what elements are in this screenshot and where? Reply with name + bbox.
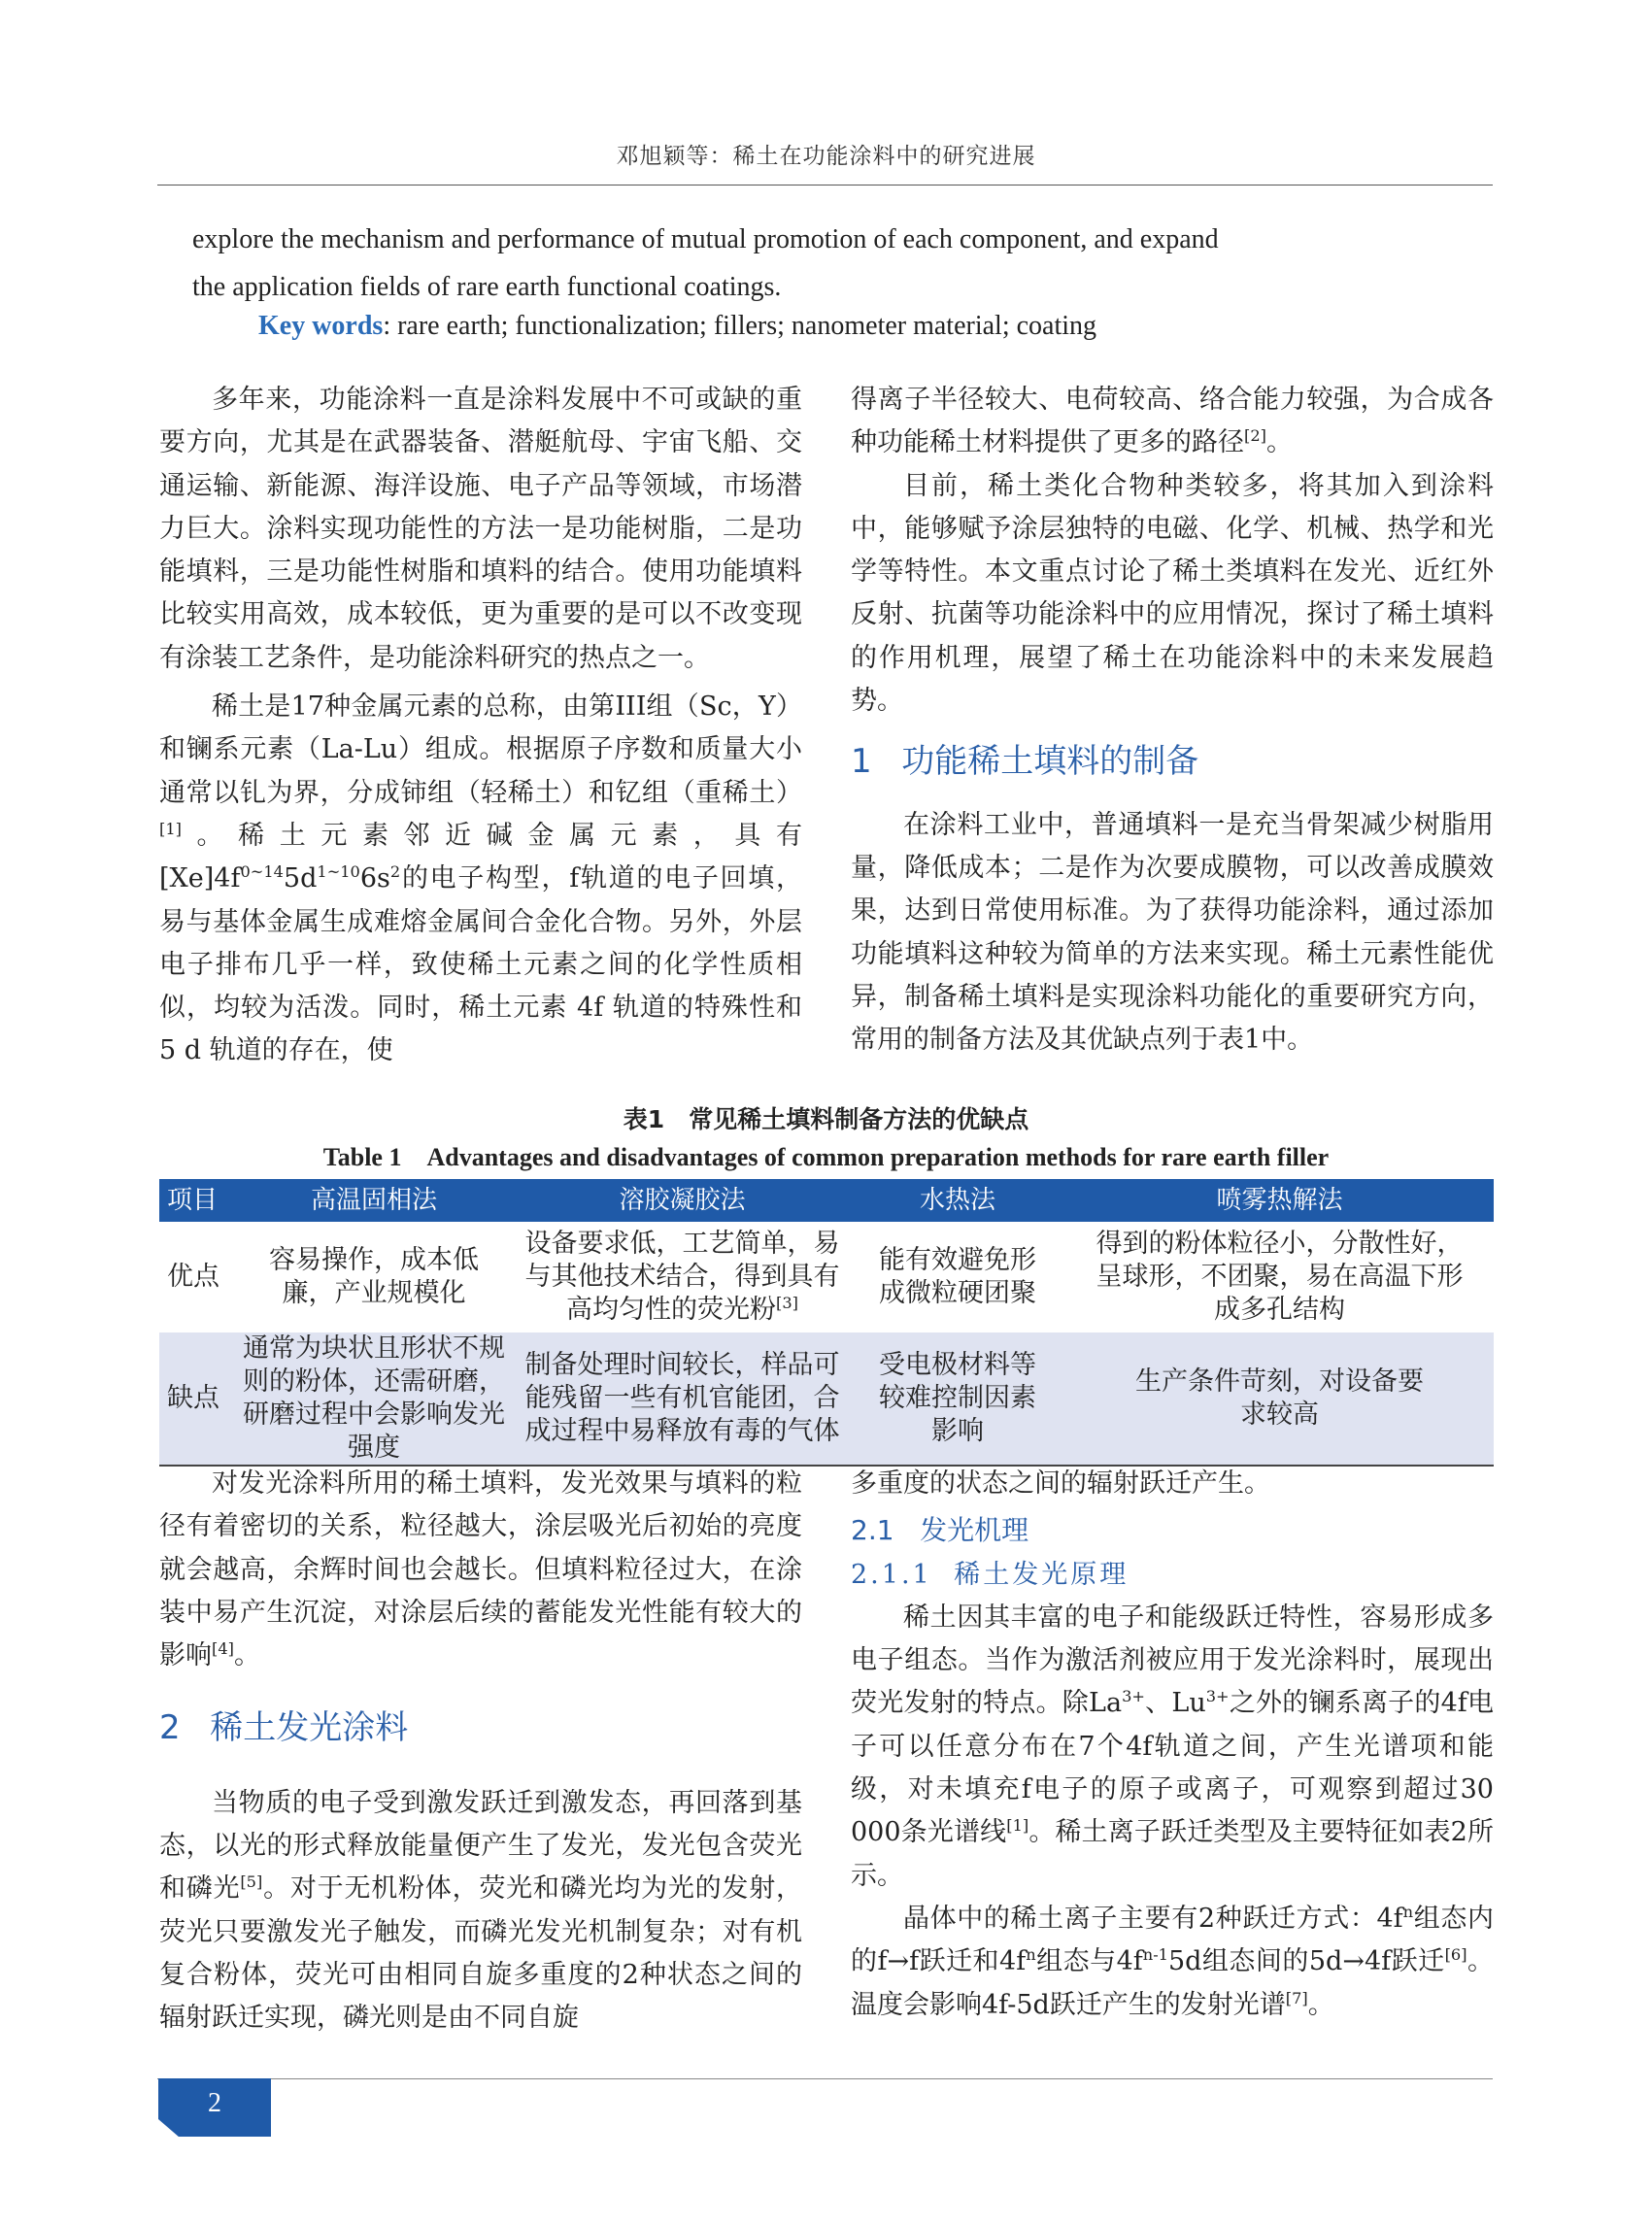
keywords-line bbox=[258, 311, 1096, 342]
text-run: 5d组态间的5d→4f跃迁 bbox=[1167, 1946, 1445, 1977]
page-number: 2 bbox=[208, 2088, 221, 2118]
section-number: 2 bbox=[159, 1708, 181, 1748]
section-number: 1 bbox=[851, 742, 872, 782]
subsubsection-title: 稀土发光原理 bbox=[954, 1559, 1129, 1590]
table-cell: 容易操作，成本低廉，产业规模化 bbox=[233, 1222, 515, 1332]
subsection-heading bbox=[851, 1509, 1494, 1553]
table-cell: 受电极材料等较难控制因素影响 bbox=[850, 1332, 1065, 1466]
left-column-lower bbox=[159, 1463, 802, 2040]
keywords-label: Key words bbox=[258, 311, 384, 341]
text-run: 得离子半径较大、电荷较高、络合能力较强，为合成各种功能稀土材料提供了更多的路径 bbox=[851, 385, 1494, 458]
paragraph bbox=[159, 686, 802, 1073]
citation: [1] bbox=[1006, 1816, 1029, 1836]
paragraph bbox=[159, 1782, 802, 2040]
table-cell: 优点 bbox=[159, 1222, 233, 1332]
superscript: 1~10 bbox=[317, 862, 360, 882]
paragraph: 多年来，功能涂料一直是涂料发展中不可或缺的重要方向，尤其是在武器装备、潜艇航母、宇宙飞船、交通运输、新能源、海洋设施、电子产品等领域，市场潜力巨大。涂料实现功能性的方法一是功能树脂，二是功能填料，三是功能性树脂和填料的结合。使用功能填料比较实用高效，成本较低，更为重要的是可以不改变现有涂装工艺条件，是功能涂料研究的热点之一。 bbox=[159, 385, 802, 673]
paragraph: 多重度的状态之间的辐射跃迁产生。 bbox=[851, 1468, 1270, 1499]
text-run: 6s bbox=[359, 863, 390, 894]
table-row bbox=[159, 1332, 1494, 1466]
citation: [6] bbox=[1444, 1945, 1467, 1965]
text-run: 之外的镧系离子的4f电子可以任意分布在7个4f轨道之间，产生光谱项和能级，对未填充f电子的原子或离子，可观察到超过30 000条光谱线 bbox=[851, 1688, 1495, 1848]
table-caption-cn: 表1 常见稀土填料制备方法的优缺点 bbox=[623, 1105, 1029, 1133]
paragraph bbox=[851, 1898, 1494, 2027]
header-rule bbox=[157, 185, 1493, 186]
left-column-upper bbox=[159, 379, 802, 1073]
table-header: 项目 bbox=[159, 1179, 233, 1222]
paragraph bbox=[851, 1597, 1494, 1898]
table-header: 喷雾热解法 bbox=[1065, 1179, 1494, 1222]
footer-rule bbox=[157, 2078, 1493, 2079]
text-run: 、Lu bbox=[1144, 1688, 1206, 1719]
superscript: 0~14 bbox=[240, 862, 284, 882]
superscript: n bbox=[1026, 1945, 1036, 1965]
table-header: 水热法 bbox=[850, 1179, 1065, 1222]
text-run: 稀土是17种金属元素的总称，由第III组（Sc，Y）和镧系元素（La-Lu）组成。根据原子序数和质量大小通常以钆为界，分成铈组（轻稀土）和钇组（重稀土） bbox=[159, 691, 802, 808]
text-run: 。对于无机粉体，荧光和磷光均为光的发射，荧光只要激发光子触发，而磷光发光机制复杂；对有机复合粉体，荧光可由相同自旋多重度的2种状态之间的辐射跃迁实现，磷光则是由不同自旋 bbox=[159, 1873, 803, 2034]
text-run: 晶体中的稀土离子主要有2种跃迁方式：4f bbox=[903, 1903, 1403, 1934]
text-run: 。 bbox=[1307, 1989, 1334, 2020]
table-header: 溶胶凝胶法 bbox=[515, 1179, 850, 1222]
paragraph bbox=[851, 379, 1494, 465]
table-caption-en: Table 1 Advantages and disadvantages of common preparation methods for rare earth filler bbox=[322, 1143, 1330, 1171]
paragraph bbox=[159, 1463, 802, 1677]
citation: [1] bbox=[159, 819, 182, 838]
subsubsection-heading bbox=[851, 1554, 1494, 1597]
text-run: 制备处理时间较长，样品可能残留一些有机官能团，合成过程中易释放有毒的气体 bbox=[524, 1350, 840, 1446]
text-run: 。 bbox=[1265, 427, 1293, 458]
paragraph: 目前，稀土类化合物种类较多，将其加入到涂料中，能够赋予涂层独特的电磁、化学、机械、热学和光学等特性。本文重点讨论了稀土类填料在发光、近红外反射、抗菌等功能涂料中的应用情况，探讨了稀土填料的作用机理，展望了稀土在功能涂料中的未来发展趋势。 bbox=[851, 470, 1494, 717]
keywords-text: : rare earth; functionalization; fillers; nanometer material; coating bbox=[383, 311, 1097, 341]
right-column-upper bbox=[851, 379, 1494, 1062]
text-run: 对发光涂料所用的稀土填料，发光效果与填料的粒径有着密切的关系，粒径越大，涂层吸光后初始的亮度就会越高，余辉时间也会越长。但填料粒径过大，在涂装中易产生沉淀，对涂层后续的蓄能发光性能有较大的影响 bbox=[159, 1468, 802, 1671]
section-heading bbox=[851, 740, 1494, 786]
superscript: 2 bbox=[389, 862, 401, 882]
section-heading bbox=[159, 1706, 802, 1752]
running-header: 邓旭颖等：稀土在功能涂料中的研究进展 bbox=[616, 144, 1036, 169]
table-cell: 缺点 bbox=[159, 1332, 233, 1466]
text-run: 5d bbox=[283, 863, 318, 894]
table-cell: 生产条件苛刻，对设备要求较高 bbox=[1065, 1332, 1494, 1466]
superscript: 3+ bbox=[1205, 1687, 1230, 1706]
citation: [4] bbox=[212, 1639, 234, 1659]
abstract-tail bbox=[192, 216, 1494, 311]
text-run: 。 bbox=[233, 1640, 260, 1671]
text-run: 稀土因其丰富的电子和能级跃迁特性，容易形成多电子组态。当作为激活剂被应用于发光涂料时，展现出荧光发射的特点。除La bbox=[851, 1602, 1494, 1719]
table-row bbox=[159, 1222, 1494, 1332]
text-run: 设备要求低，工艺简单，易与其他技术结合，得到具有高均匀性的荧光粉 bbox=[524, 1229, 840, 1325]
text-run: 组态与4f bbox=[1035, 1946, 1143, 1977]
paragraph: 在涂料工业中，普通填料一是充当骨架减少树脂用量，降低成本；二是作为次要成膜物，可以改善成膜效果，达到日常使用标准。为了获得功能涂料，通过添加功能填料这种较为简单的方法来实现。稀土元素性能优异，制备稀土填料是实现涂料功能化的重要研究方向，常用的制备方法及其优缺点列于表1中。 bbox=[851, 809, 1494, 1056]
text-run: 。温度会影响4f-5d跃迁产生的发射光谱 bbox=[851, 1946, 1495, 2020]
text-run: 的电子构型，f轨道的电子回填，易与基体金属生成难熔金属间合金化合物。另外，外层电子排布几乎一样，致使稀土元素之间的化学性质相似，均较为活泼。同时，稀土元素 4f 轨道的特殊性和 5 d 轨道的存在，使 bbox=[159, 863, 802, 1066]
section-title: 功能稀土填料的制备 bbox=[901, 742, 1199, 782]
abstract-line: explore the mechanism and performance of mutual promotion of each component, and expand bbox=[192, 224, 1219, 254]
right-column-lower bbox=[851, 1463, 1494, 2027]
superscript: 3+ bbox=[1122, 1687, 1145, 1706]
methods-table bbox=[159, 1179, 1494, 1467]
section-title: 稀土发光涂料 bbox=[210, 1708, 409, 1748]
subsubsection-number: 2.1.1 bbox=[851, 1559, 932, 1590]
citation: [5] bbox=[240, 1872, 263, 1892]
table-cell bbox=[515, 1222, 850, 1332]
abstract-line: the application fields of rare earth functional coatings. bbox=[192, 272, 782, 302]
text-run: 组态内的f→f跃迁和4f bbox=[851, 1903, 1494, 1977]
citation: [7] bbox=[1285, 1988, 1308, 2007]
superscript: n-1 bbox=[1142, 1945, 1168, 1965]
text-run: 当物质的电子受到激发跃迁到激发态，再回落到基态，以光的形式释放能量便产生了发光，发光包含荧光和磷光 bbox=[159, 1787, 802, 1905]
citation: [3] bbox=[776, 1294, 798, 1312]
superscript: n bbox=[1402, 1902, 1414, 1921]
subsection-title: 发光机理 bbox=[920, 1514, 1029, 1547]
subsection-number: 2.1 bbox=[851, 1514, 894, 1547]
table-cell: 能有效避免形成微粒硬团聚 bbox=[850, 1222, 1065, 1332]
table-cell: 得到的粉体粒径小，分散性好，呈球形，不团聚，易在高温下形成多孔结构 bbox=[1065, 1222, 1494, 1332]
table-cell bbox=[515, 1332, 850, 1466]
table-cell: 通常为块状且形状不规则的粉体，还需研磨，研磨过程中会影响发光强度 bbox=[233, 1332, 515, 1466]
text-run: 。稀土离子跃迁类型及主要特征如表2所示。 bbox=[851, 1817, 1494, 1891]
text-run: 。稀土元素邻近碱金属元素，具有[Xe]4f bbox=[159, 820, 802, 894]
table-header: 高温固相法 bbox=[233, 1179, 515, 1222]
citation: [2] bbox=[1244, 426, 1266, 446]
